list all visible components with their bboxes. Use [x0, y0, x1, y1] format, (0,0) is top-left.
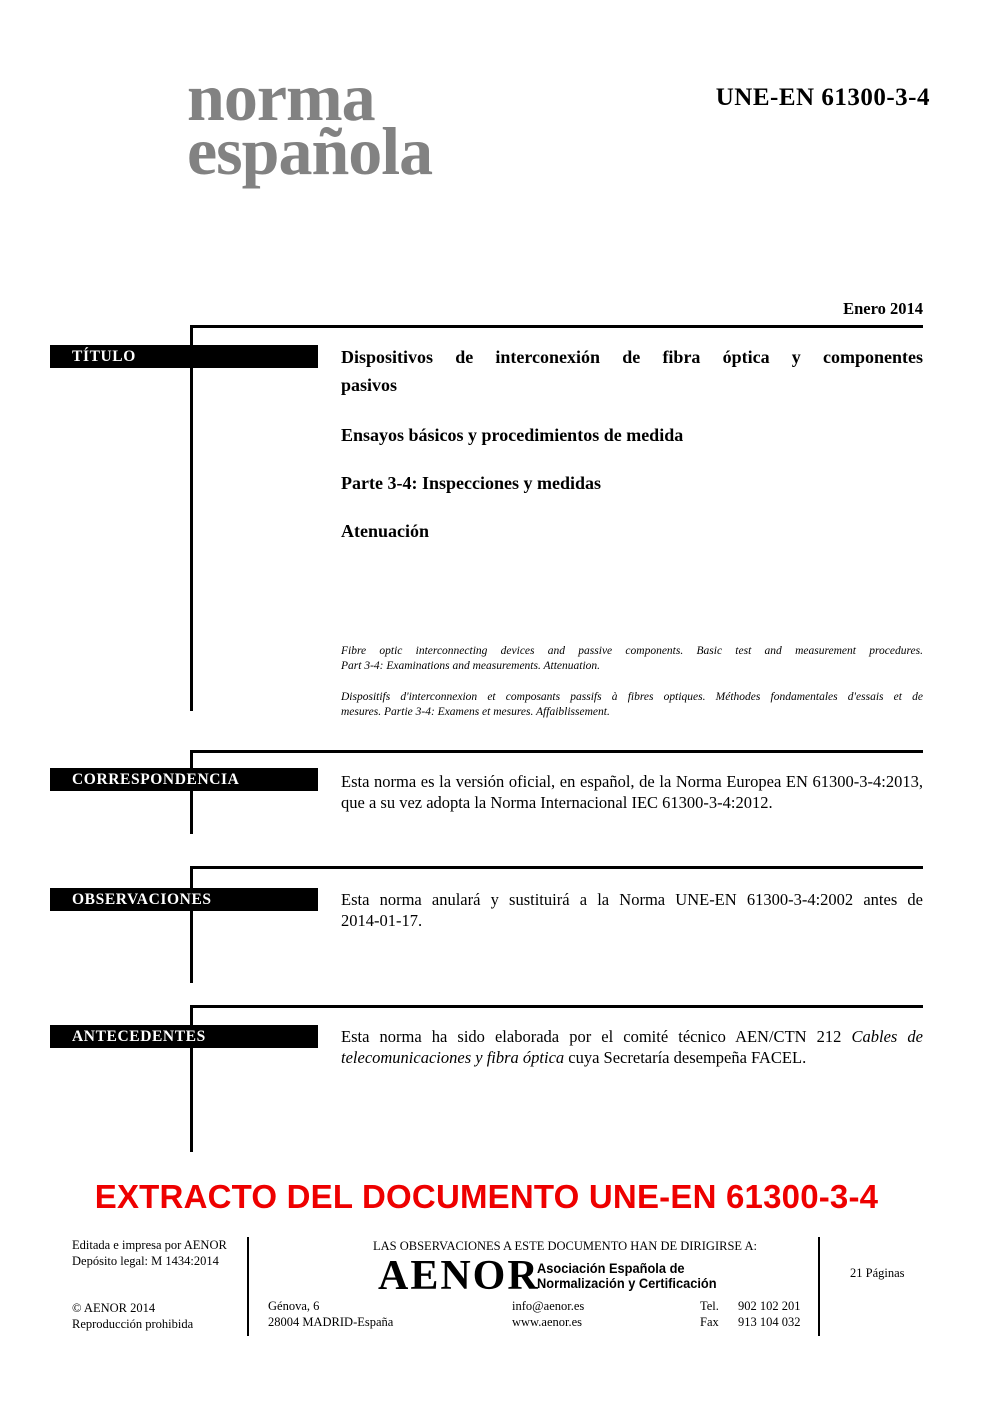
footer-page-count: 21 Páginas	[850, 1266, 905, 1280]
observaciones-label-box	[50, 888, 318, 911]
title-main	[341, 343, 923, 371]
footer-copyright-block	[72, 1301, 193, 1332]
correspondencia-line-2: que a su vez adopta la Norma Internacional IEC 61300-3-4:2012.	[341, 793, 773, 812]
footer-divider-left	[247, 1237, 249, 1336]
aenor-org-line-1: Asociación Española de	[537, 1261, 685, 1276]
antecedentes-line-2	[341, 1047, 923, 1068]
title-subtitle-3: Atenuación	[341, 521, 430, 541]
footer-fax-row	[700, 1315, 801, 1331]
footer-fax-label: Fax	[700, 1314, 719, 1329]
antecedentes-line-1-normal: Esta norma ha sido elaborada por el comité técnico AEN/CTN 212	[341, 1027, 852, 1046]
footer-address-line-2: 28004 MADRID-España	[268, 1314, 394, 1329]
antecedentes-line-1	[341, 1026, 923, 1047]
title-english-line-2: Part 3-4: Examinations and measurements. Attenuation.	[341, 660, 601, 672]
brand-line-1: norma	[187, 59, 375, 135]
extracto-banner: EXTRACTO DEL DOCUMENTO UNE-EN 61300-3-4	[94, 1178, 879, 1215]
title-main-cont	[341, 371, 923, 399]
correspondencia-label: CORRESPONDENCIA	[72, 771, 240, 788]
observaciones-line-2: 2014-01-17.	[341, 911, 423, 930]
correspondencia-top-rule	[190, 750, 923, 753]
antecedentes-label-box	[50, 1025, 318, 1048]
footer-online-block	[512, 1299, 584, 1330]
publication-date: Enero 2014	[843, 299, 923, 318]
footer-tel-label: Tel.	[700, 1299, 719, 1313]
footer-edited-line: Editada e impresa por AENOR	[72, 1238, 227, 1252]
footer-reproduction-line: Reproducción prohibida	[72, 1316, 194, 1331]
observaciones-line-1: Esta norma anulará y sustituirá a la Norma UNE-EN 61300-3-4:2002 antes de	[341, 890, 923, 909]
title-subtitle-2: Parte 3-4: Inspecciones y medidas	[341, 473, 601, 493]
footer-deposit-line: Depósito legal: M 1434:2014	[72, 1253, 219, 1268]
norma-espanola-logo	[187, 59, 433, 189]
correspondencia-vertical-rule	[190, 750, 193, 834]
observaciones-label: OBSERVACIONES	[72, 891, 212, 908]
antecedentes-line-1-italic: Cables de	[851, 1027, 923, 1046]
antecedentes-label: ANTECEDENTES	[72, 1028, 206, 1045]
aenor-org-name	[537, 1261, 717, 1291]
title-french-line-1: Dispositifs d'interconnexion et composants passifs à fibres optiques. Méthodes fondamentales d'essais et de	[341, 691, 923, 703]
antecedentes-line-2-italic: telecomunicaciones y fibra óptica	[341, 1048, 569, 1067]
footer-tel-row	[700, 1299, 801, 1315]
aenor-logo: AENOR	[378, 1253, 540, 1299]
footer-copyright-line: © AENOR 2014	[72, 1301, 156, 1315]
antecedentes-line-2-normal: cuya Secretaría desempeña FACEL.	[568, 1048, 807, 1067]
footer-fax-value: 913 104 032	[738, 1314, 801, 1329]
footer-notice: LAS OBSERVACIONES A ESTE DOCUMENTO HAN DE DIRIGIRSE A:	[373, 1239, 757, 1253]
titulo-label: TÍTULO	[72, 348, 136, 365]
footer-email: info@aenor.es	[512, 1299, 585, 1313]
title-french-line-2: mesures. Partie 3-4: Examens et mesures. Affaiblissement.	[341, 706, 610, 718]
footer-address-line-1: Génova, 6	[268, 1299, 320, 1313]
title-subtitle-1: Ensayos básicos y procedimientos de medida	[341, 425, 684, 445]
title-english-line-1: Fibre optic interconnecting devices and passive components. Basic test and measurement procedures.	[341, 645, 923, 657]
titulo-top-rule	[190, 325, 923, 328]
footer-website: www.aenor.es	[512, 1314, 583, 1329]
brand-line-2: española	[187, 113, 433, 189]
correspondencia-label-box	[50, 768, 318, 791]
titulo-label-box	[50, 345, 318, 368]
aenor-org-line-2: Normalización y Certificación	[537, 1276, 717, 1291]
footer-tel-value: 902 102 201	[738, 1299, 801, 1313]
title-line-1: Dispositivos de interconexión de fibra óptica y componentes	[341, 347, 923, 367]
footer-divider-right	[818, 1237, 820, 1336]
title-line-2: pasivos	[341, 375, 398, 395]
correspondencia-line-1: Esta norma es la versión oficial, en español, de la Norma Europea EN 61300-3-4:2013,	[341, 772, 923, 791]
footer-address-block	[268, 1299, 393, 1330]
footer-edition-block	[72, 1238, 227, 1269]
antecedentes-top-rule	[190, 1005, 923, 1008]
document-code: UNE-EN 61300-3-4	[715, 84, 930, 111]
observaciones-vertical-rule	[190, 866, 193, 983]
observaciones-top-rule	[190, 866, 923, 869]
titulo-vertical-rule	[190, 325, 193, 711]
footer-phone-block	[700, 1299, 801, 1330]
